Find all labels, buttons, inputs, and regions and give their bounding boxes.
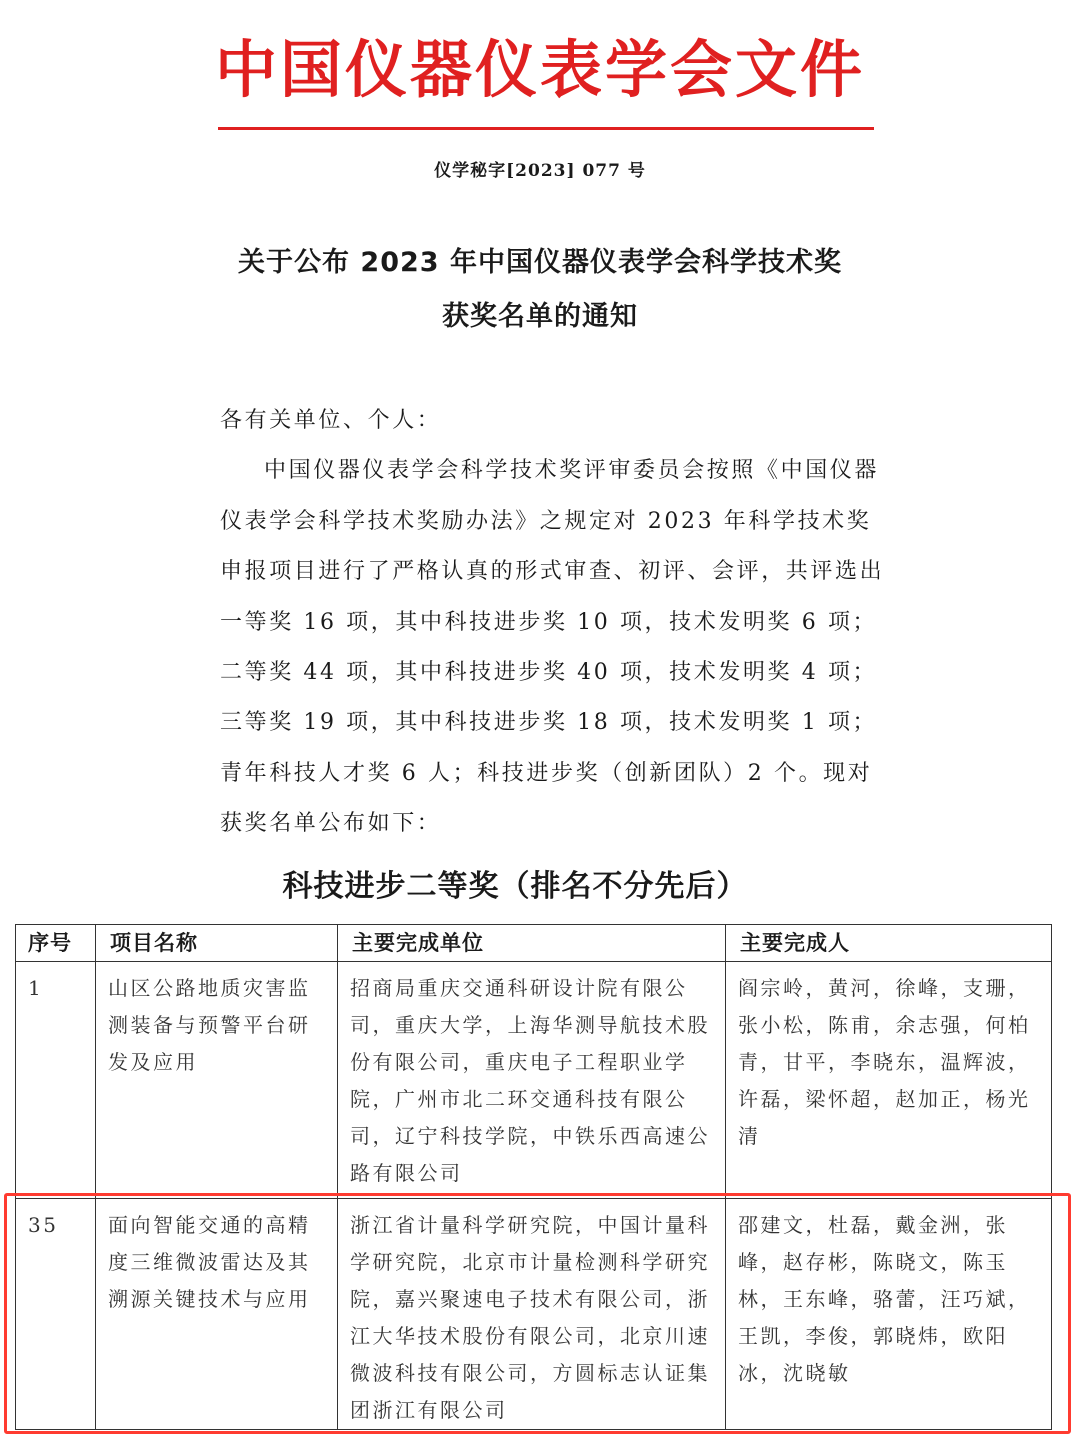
header-cell-people: 主要完成人 bbox=[726, 925, 1052, 962]
table-row bbox=[16, 962, 1052, 1199]
cell-project: 山区公路地质灾害监测装备与预警平台研发及应用 bbox=[96, 962, 338, 1199]
notice-title-line-2: 获奖名单的通知 bbox=[442, 301, 638, 332]
header-cell-no: 序号 bbox=[16, 925, 96, 962]
cell-people: 阎宗岭，黄河，徐峰，支珊，张小松，陈甫，余志强，何柏青，甘平，李晓东，温辉波，许磊，梁怀超，赵加正，杨光清 bbox=[726, 962, 1052, 1199]
cell-no: 35 bbox=[16, 1199, 96, 1430]
cell-people: 邵建文，杜磊，戴金洲，张峰，赵存彬，陈晓文，陈玉林，王东峰，骆蕾，汪巧斌，王凯，李俊，郭晓炜，欧阳冰，沈晓敏 bbox=[726, 1199, 1052, 1430]
header-cell-units: 主要完成单位 bbox=[338, 925, 726, 962]
notice-title-line-1: 关于公布 2023 年中国仪器仪表学会科学技术奖 bbox=[238, 247, 842, 278]
highlight-box bbox=[4, 1193, 1071, 1434]
org-file-title: 中国仪器仪表学会文件 bbox=[214, 33, 865, 106]
header-red-rule bbox=[218, 127, 874, 130]
cell-project: 面向智能交通的高精度三维微波雷达及其溯源关键技术与应用 bbox=[96, 1199, 338, 1430]
table-header-row bbox=[16, 925, 1052, 962]
notice-title bbox=[0, 236, 1080, 344]
cell-units: 浙江省计量科学研究院，中国计量科学研究院，北京市计量检测科学研究院，嘉兴聚速电子技术有限公司，浙江大华技术股份有限公司，北京川速微波科技有限公司，方圆标志认证集团浙江有限公司 bbox=[338, 1199, 726, 1430]
document-number: 仪学秘字[2023] 077 号 bbox=[434, 161, 646, 181]
section-heading: 科技进步二等奖（排名不分先后） bbox=[282, 869, 748, 904]
cell-units: 招商局重庆交通科研设计院有限公司，重庆大学，上海华测导航技术股份有限公司，重庆电子工程职业学院，广州市北二环交通科技有限公司，辽宁科技学院，中铁乐西高速公路有限公司 bbox=[338, 962, 726, 1199]
cell-no: 1 bbox=[16, 962, 96, 1199]
header-cell-project: 项目名称 bbox=[96, 925, 338, 962]
salutation: 各有关单位、个人： bbox=[220, 408, 442, 433]
notice-body bbox=[220, 396, 890, 850]
body-paragraph: 中国仪器仪表学会科学技术奖评审委员会按照《中国仪器仪表学会科学技术奖励办法》之规定对 2023 年科学技术奖申报项目进行了严格认真的形式审查、初评、会评，共评选出一等奖 16 项，其中科技进步奖 10 项，技术发明奖 6 项；二等奖 44 项，其中科技进步奖 40 项，技术发明奖 4 项；三等奖 19 项，其中科技进步奖 18 项，技术发明奖 1 项；青年科技人才奖 6 人；科技进步奖（创新团队）2 个。现对获奖名单公布如下： bbox=[220, 458, 885, 837]
